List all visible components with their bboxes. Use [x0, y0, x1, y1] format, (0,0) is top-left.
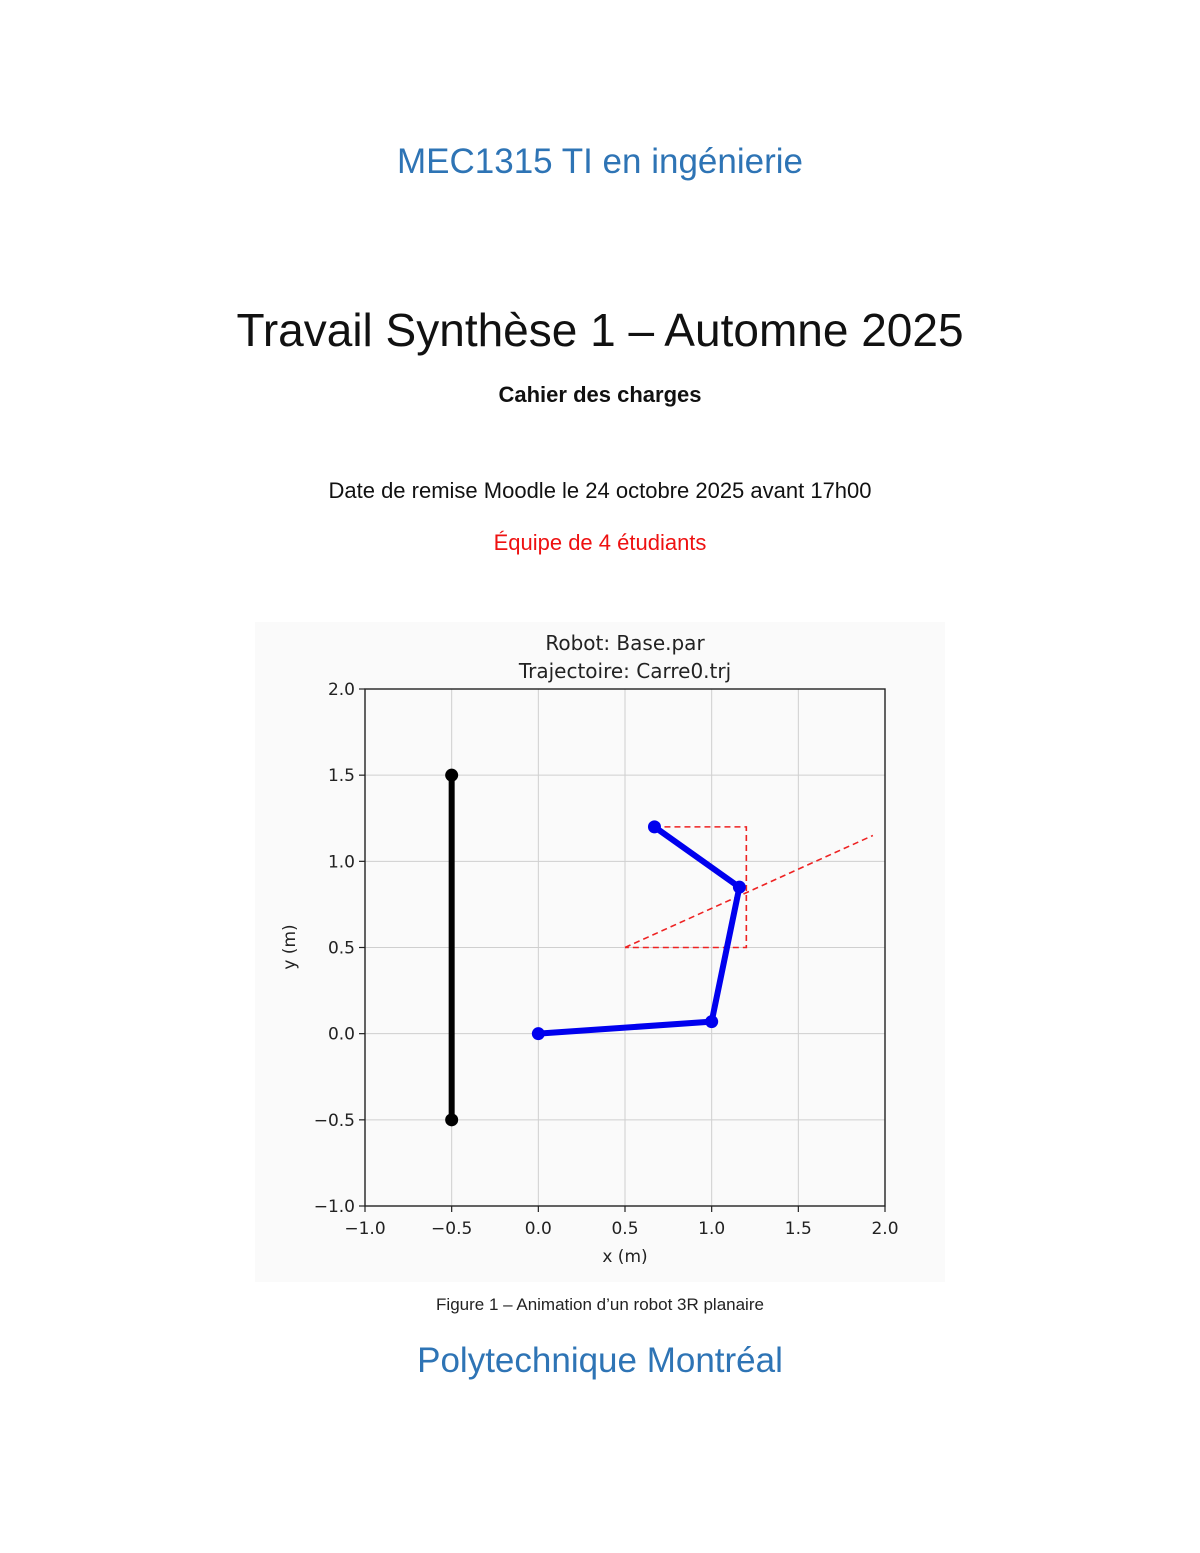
x-tick-label: 1.0 [698, 1219, 726, 1239]
chart-subtitle: Trajectoire: Carre0.trj [518, 659, 732, 683]
robot-arm-joint [733, 881, 746, 894]
obstacle-joint [445, 769, 458, 782]
obstacle-joint [445, 1113, 458, 1126]
x-tick-label: −1.0 [344, 1219, 386, 1239]
course-title: MEC1315 TI en ingénierie [397, 142, 803, 181]
chart-title: Robot: Base.par [545, 631, 705, 655]
robot-plot [255, 622, 945, 1282]
y-tick-label: 1.5 [327, 766, 355, 787]
due-date: Date de remise Moodle le 24 octobre 2025 avant 17h00 [328, 478, 872, 503]
y-tick-label: 1.0 [327, 852, 355, 873]
robot-figure [255, 622, 945, 1282]
document-title: Travail Synthèse 1 – Automne 2025 [236, 304, 964, 356]
y-tick-label: −0.5 [313, 1110, 355, 1131]
x-tick-label: 0.5 [611, 1219, 639, 1239]
x-tick-label: −0.5 [431, 1219, 473, 1239]
y-tick-label: 0.5 [327, 938, 355, 959]
institution-name: Polytechnique Montréal [417, 1341, 783, 1380]
y-axis-label: y (m) [280, 924, 300, 970]
y-tick-label: 0.0 [327, 1024, 355, 1045]
robot-arm-joint [532, 1027, 545, 1040]
x-tick-label: 1.5 [784, 1219, 812, 1239]
x-axis-label: x (m) [602, 1247, 648, 1267]
x-tick-label: 2.0 [871, 1219, 899, 1239]
robot-arm-joint [705, 1015, 718, 1028]
document-subtitle: Cahier des charges [498, 382, 702, 407]
team-size: Équipe de 4 étudiants [493, 530, 707, 555]
figure-caption: Figure 1 – Animation d’un robot 3R planaire [436, 1295, 764, 1314]
x-tick-label: 0.0 [524, 1219, 552, 1239]
y-tick-label: −1.0 [313, 1197, 355, 1217]
y-tick-label: 2.0 [327, 680, 355, 700]
robot-arm-joint [648, 820, 661, 833]
